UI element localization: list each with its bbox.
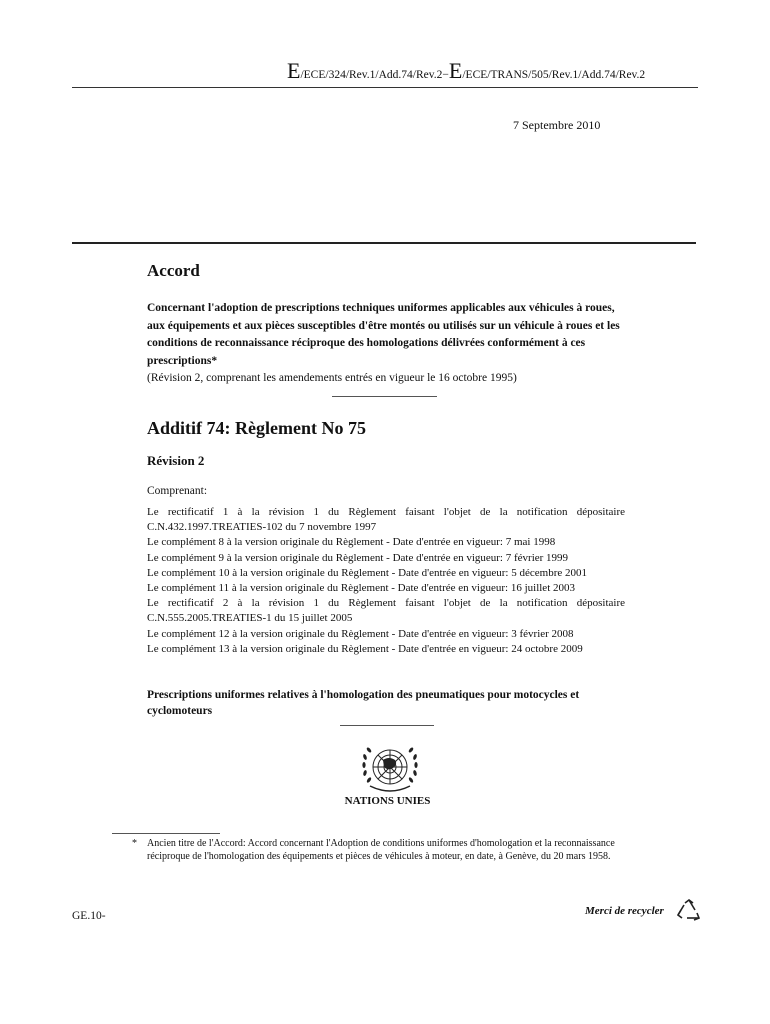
amendment-item: Le complément 11 à la version originale du Règlement - Date d'entrée en vigueur: 16 juillet 2003 [147, 582, 575, 595]
recycle-text: Merci de recycler [585, 905, 664, 917]
amendment-item: Le complément 12 à la version originale du Règlement - Date d'entrée en vigueur: 3 février 2008 [147, 627, 574, 640]
footnote-marker: * [132, 838, 137, 849]
amendment-item: Le rectificatif 2 à la révision 1 du Règlement faisant l'objet de la notification dépositaire C.N.555.2005.TREATIES-1 du 15 juillet 2005 [147, 597, 625, 625]
title-rule [72, 242, 696, 244]
symbol-separator: − [442, 69, 449, 81]
organization-name: NATIONS UNIES [344, 795, 431, 807]
footnote-text: Ancien titre de l'Accord: Accord concernant l'Adoption de conditions uniformes d'homologation et la reconnaissance réciproque de l'homologation des équipements et pièces de véhicules à moteur, en date, à Genève, du 20 mars 1958. [147, 838, 615, 862]
separator-line [332, 396, 437, 397]
un-emblem-icon [350, 738, 430, 800]
amendment-item: Le rectificatif 1 à la révision 1 du Règlement faisant l'objet de la notification dépositaire C.N.432.1997.TREATIES-102 du 7 novembre 1997 [147, 506, 625, 534]
amendment-item: Le complément 9 à la version originale du Règlement - Date d'entrée en vigueur: 7 février 1999 [147, 551, 569, 564]
symbol-part-2: /ECE/TRANS/505/Rev.1/Add.74/Rev.2 [462, 69, 646, 81]
agreement-subtitle: Concernant l'adoption de prescriptions techniques uniformes applicables aux véhicules à roues, aux équipements et aux pièces susceptibles d'être montés ou utilisés sur un véhicule à roues et les conditions de reconnaissance réciproque des homologations délivrées conformément à ces prescriptions* [147, 302, 620, 367]
revision-note: (Révision 2, comprenant les amendements entrés en vigueur le 16 octobre 1995) [147, 372, 517, 384]
footnote-rule [112, 833, 220, 834]
includes-label: Comprenant: [147, 485, 208, 497]
symbol-part-1: /ECE/324/Rev.1/Add.74/Rev.2 [300, 69, 443, 81]
symbol-letter-2: E [448, 58, 463, 83]
document-symbol [287, 58, 697, 84]
separator-line [340, 725, 434, 726]
job-number: GE.10- [72, 910, 106, 922]
amendment-item: Le complément 13 à la version originale du Règlement - Date d'entrée en vigueur: 24 octobre 2009 [147, 642, 583, 655]
revision-heading: Révision 2 [147, 453, 205, 468]
recycle-icon [676, 899, 702, 923]
amendment-item: Le complément 10 à la version originale du Règlement - Date d'entrée en vigueur: 5 décembre 2001 [147, 566, 587, 579]
document-date: 7 Septembre 2010 [513, 118, 601, 132]
header-rule [72, 87, 698, 88]
symbol-letter-1: E [287, 58, 301, 83]
amendment-item: Le complément 8 à la version originale du Règlement - Date d'entrée en vigueur: 7 mai 1998 [147, 536, 556, 549]
prescriptions-title: Prescriptions uniformes relatives à l'homologation des pneumatiques pour motocycles et cyclomoteurs [147, 689, 580, 717]
amendments-list [147, 505, 625, 657]
addendum-title: Additif 74: Règlement No 75 [147, 418, 366, 438]
agreement-title: Accord [147, 261, 200, 280]
